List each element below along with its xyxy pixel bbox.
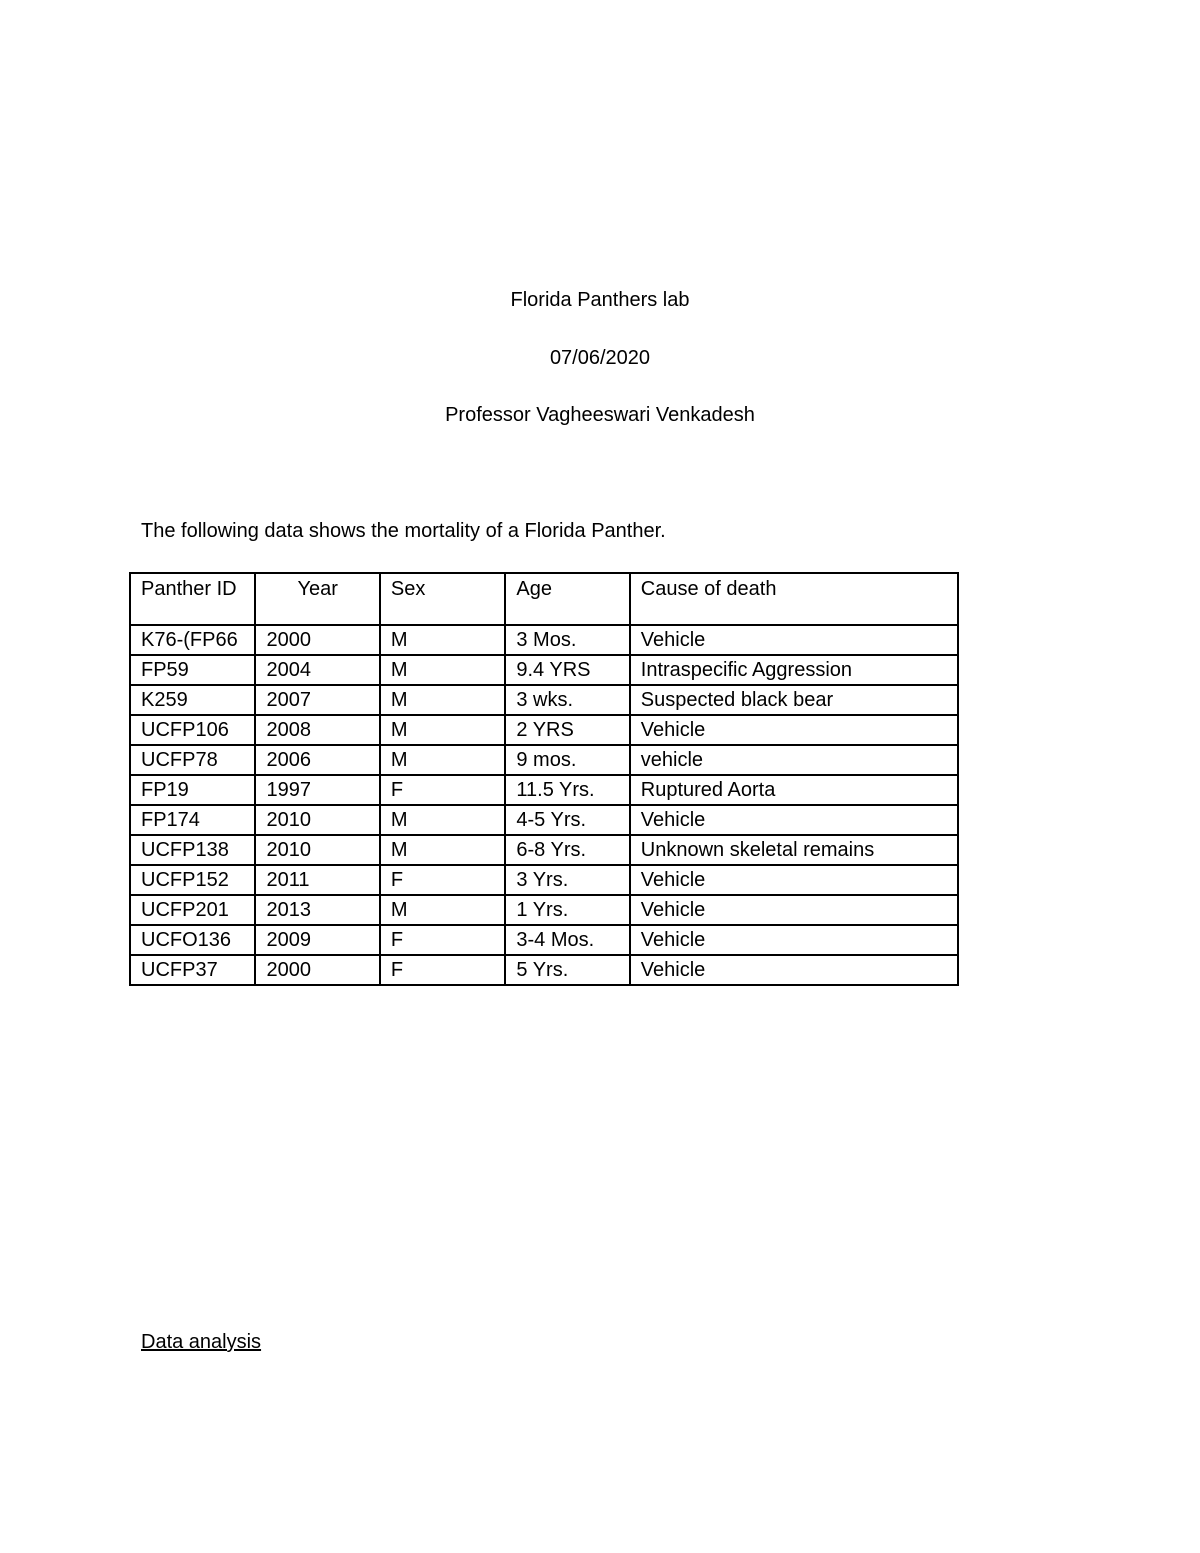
- cell-cause-of-death: Vehicle: [630, 895, 958, 925]
- cell-age: 5 Yrs.: [505, 955, 629, 985]
- cell-sex: M: [380, 805, 505, 835]
- cell-age: 9 mos.: [505, 745, 629, 775]
- cell-cause-of-death: Ruptured Aorta: [630, 775, 958, 805]
- cell-age: 11.5 Yrs.: [505, 775, 629, 805]
- document-title: Florida Panthers lab: [510, 289, 690, 311]
- table-row: [130, 745, 958, 775]
- cell-sex: M: [380, 685, 505, 715]
- cell-year: 2000: [255, 955, 379, 985]
- cell-sex: M: [380, 895, 505, 925]
- table-row: [130, 955, 958, 985]
- table-row: [130, 685, 958, 715]
- table-row: [130, 835, 958, 865]
- document-date: 07/06/2020: [549, 347, 651, 369]
- cell-year: 2008: [255, 715, 379, 745]
- cell-year: 2004: [255, 655, 379, 685]
- cell-cause-of-death: Suspected black bear: [630, 685, 958, 715]
- cell-panther-id: UCFP106: [130, 715, 255, 745]
- cell-age: 9.4 YRS: [505, 655, 629, 685]
- table-row: [130, 925, 958, 955]
- cell-year: 2006: [255, 745, 379, 775]
- cell-panther-id: UCFO136: [130, 925, 255, 955]
- cell-cause-of-death: Unknown skeletal remains: [630, 835, 958, 865]
- cell-cause-of-death: Intraspecific Aggression: [630, 655, 958, 685]
- table-row: [130, 865, 958, 895]
- cell-panther-id: UCFP152: [130, 865, 255, 895]
- mortality-table: [129, 572, 959, 986]
- cell-panther-id: FP59: [130, 655, 255, 685]
- cell-sex: F: [380, 865, 505, 895]
- cell-panther-id: FP19: [130, 775, 255, 805]
- cell-cause-of-death: Vehicle: [630, 865, 958, 895]
- cell-sex: F: [380, 775, 505, 805]
- cell-cause-of-death: vehicle: [630, 745, 958, 775]
- cell-age: 3 Yrs.: [505, 865, 629, 895]
- table-row: [130, 625, 958, 655]
- cell-age: 3 wks.: [505, 685, 629, 715]
- cell-year: 2007: [255, 685, 379, 715]
- cell-panther-id: UCFP37: [130, 955, 255, 985]
- cell-cause-of-death: Vehicle: [630, 805, 958, 835]
- column-header-age: Age: [505, 573, 629, 625]
- cell-sex: F: [380, 955, 505, 985]
- cell-panther-id: K259: [130, 685, 255, 715]
- cell-cause-of-death: Vehicle: [630, 925, 958, 955]
- cell-age: 3 Mos.: [505, 625, 629, 655]
- column-header-cause-of-death: Cause of death: [630, 573, 958, 625]
- cell-sex: M: [380, 745, 505, 775]
- cell-panther-id: UCFP78: [130, 745, 255, 775]
- cell-year: 1997: [255, 775, 379, 805]
- cell-sex: M: [380, 715, 505, 745]
- column-header-sex: Sex: [380, 573, 505, 625]
- cell-panther-id: FP174: [130, 805, 255, 835]
- cell-sex: M: [380, 655, 505, 685]
- cell-age: 3-4 Mos.: [505, 925, 629, 955]
- table-row: [130, 775, 958, 805]
- intro-paragraph: The following data shows the mortality of a Florida Panther.: [141, 520, 666, 542]
- cell-sex: M: [380, 835, 505, 865]
- cell-year: 2013: [255, 895, 379, 925]
- cell-sex: F: [380, 925, 505, 955]
- cell-year: 2010: [255, 835, 379, 865]
- table-row: [130, 655, 958, 685]
- column-header-panther-id: Panther ID: [130, 573, 255, 625]
- table-body: [130, 625, 958, 985]
- column-header-year: Year: [255, 573, 379, 625]
- cell-cause-of-death: Vehicle: [630, 955, 958, 985]
- table-row: [130, 805, 958, 835]
- table-row: [130, 715, 958, 745]
- professor-name: Professor Vagheeswari Venkadesh: [445, 404, 755, 426]
- table-header-row: [130, 573, 958, 625]
- cell-panther-id: UCFP138: [130, 835, 255, 865]
- data-analysis-heading: Data analysis: [141, 1331, 262, 1353]
- cell-cause-of-death: Vehicle: [630, 715, 958, 745]
- cell-sex: M: [380, 625, 505, 655]
- cell-year: 2011: [255, 865, 379, 895]
- cell-age: 4-5 Yrs.: [505, 805, 629, 835]
- cell-age: 2 YRS: [505, 715, 629, 745]
- cell-cause-of-death: Vehicle: [630, 625, 958, 655]
- cell-panther-id: K76-(FP66: [130, 625, 255, 655]
- cell-year: 2010: [255, 805, 379, 835]
- cell-year: 2000: [255, 625, 379, 655]
- table-row: [130, 895, 958, 925]
- cell-age: 1 Yrs.: [505, 895, 629, 925]
- cell-panther-id: UCFP201: [130, 895, 255, 925]
- cell-year: 2009: [255, 925, 379, 955]
- cell-age: 6-8 Yrs.: [505, 835, 629, 865]
